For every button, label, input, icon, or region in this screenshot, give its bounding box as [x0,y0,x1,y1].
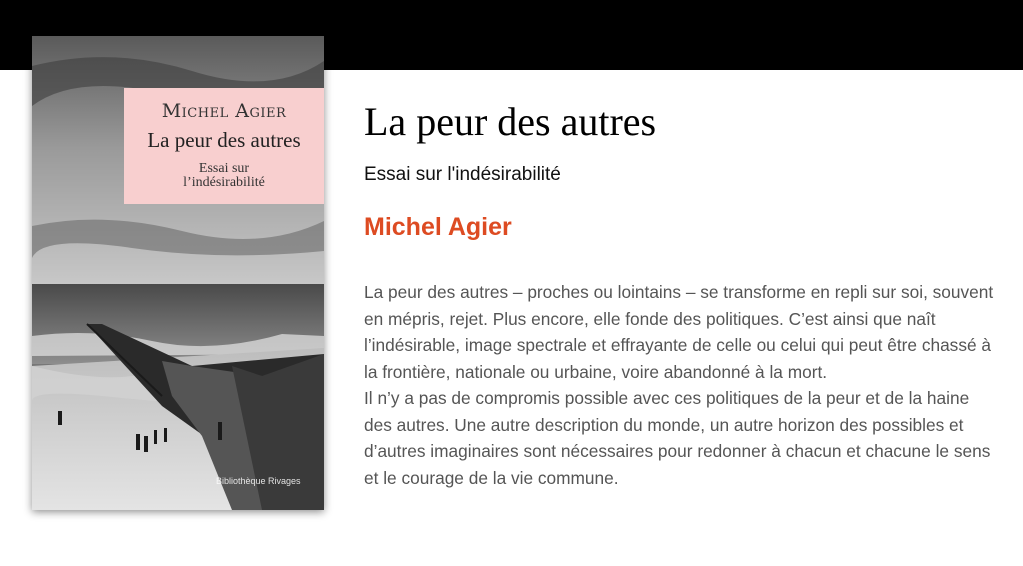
description-paragraph: Il n’y a pas de compromis possible avec ces politiques de la peur et de la haine des autres. Une autre description du monde, un autre horizon des possibles et d’autres imaginaires sont nécessaires pour redonner à chacun et chacune le sens et le courage de la vie commune. [364,388,991,488]
cover-title-box [124,88,324,204]
cover-subtitle-line: l’indésirabilité [183,175,265,190]
description-paragraph: La peur des autres – proches ou lointains – se transforme en repli sur soi, souvent en mépris, rejet. Plus encore, elle fonde des politiques. C’est ainsi que naît l’indésirable, image spectrale et effrayante de celle ou celui qui peut être chassé à la frontière, nationale ou urbaine, voire abandonné à la mort. [364,282,994,382]
book-description [364,279,994,491]
book-cover[interactable] [32,36,324,510]
cover-publisher: Bibliothèque Rivages [216,476,301,486]
cover-title: La peur des autres [147,128,301,152]
cover-subtitle-line: Essai sur [198,161,250,176]
book-title: La peur des autres [364,99,657,144]
book-author-link[interactable]: Michel Agier [364,213,512,241]
cover-author: Michel Agier [161,100,287,122]
cover-subtitle [124,162,324,190]
book-subtitle: Essai sur l'indésirabilité [364,164,561,185]
